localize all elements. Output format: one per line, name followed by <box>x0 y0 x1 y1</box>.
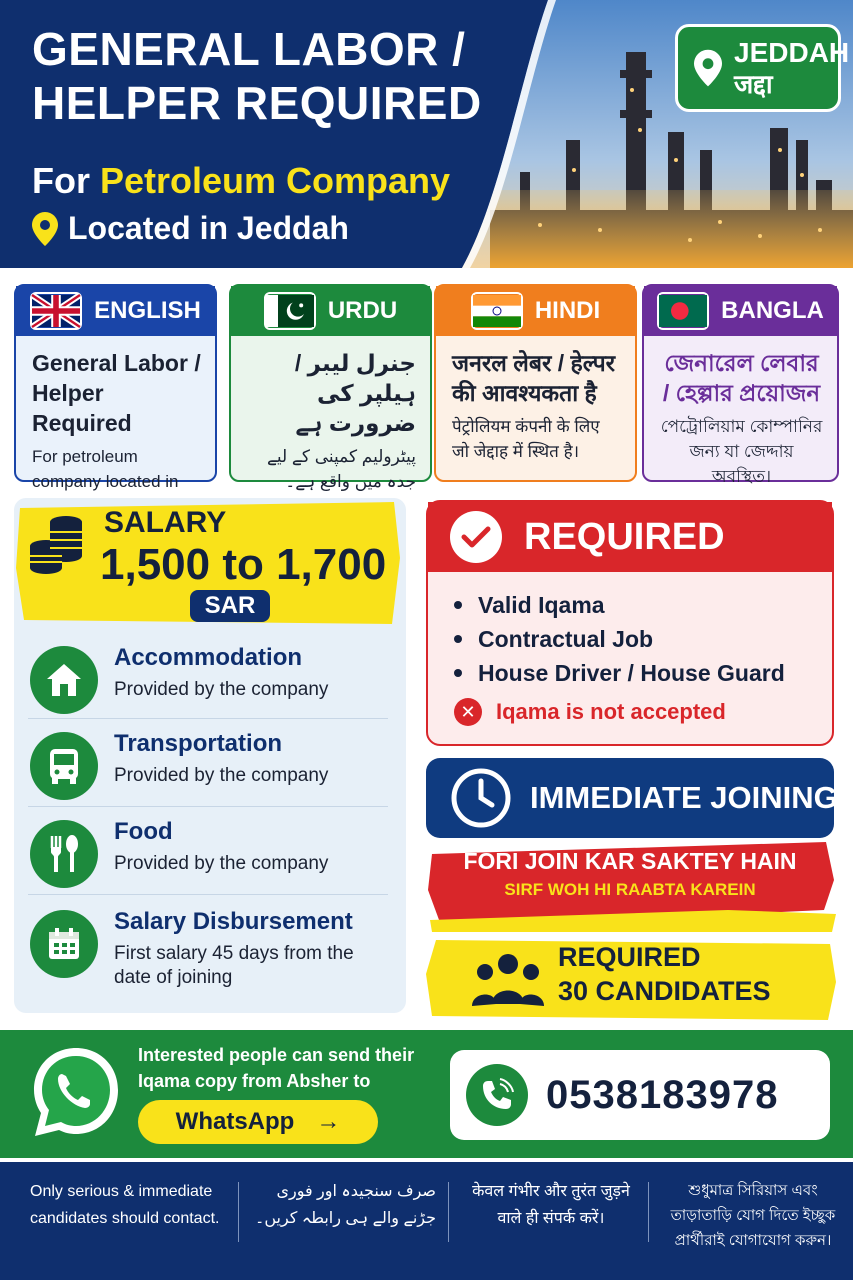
bus-icon <box>30 732 98 800</box>
india-flag-icon <box>471 292 523 330</box>
phone-number: 0538183978 <box>546 1072 779 1117</box>
requirements-card <box>426 500 834 746</box>
people-group-icon <box>472 952 544 1008</box>
divider <box>28 718 388 719</box>
requirements-header <box>428 502 832 572</box>
bullet-icon <box>454 669 462 677</box>
footer-divider <box>448 1182 449 1242</box>
lang-title: جنرل لیبر / ہیلپر کی ضرورت ہے <box>294 350 416 436</box>
bullet-icon <box>454 601 462 609</box>
candidates-label: REQUIRED <box>558 942 701 972</box>
benefit-desc: Provided by the company <box>114 765 329 786</box>
bangladesh-flag-icon <box>657 292 709 330</box>
footer-divider <box>648 1182 649 1242</box>
location-pin-icon <box>694 49 722 87</box>
join-message-line2: SIRF WOH HI RAABTA KAREIN <box>504 880 756 899</box>
whatsapp-button[interactable] <box>138 1100 378 1144</box>
salary-currency-badge: SAR <box>190 590 270 622</box>
page-title: GENERAL LABOR / HELPER REQUIRED <box>32 23 482 129</box>
checkmark-icon <box>450 511 502 563</box>
benefit-title: Accommodation <box>114 644 303 671</box>
requirements-title: REQUIRED <box>524 515 725 558</box>
close-circle-icon: ✕ <box>454 698 482 726</box>
lang-desc: For petroleum company located in <box>32 447 179 491</box>
contact-instructions: Interested people can send their Iqama copy from Absher to <box>138 1045 415 1091</box>
join-message-line1: FORI JOIN KAR SAKTEY HAIN <box>463 848 797 874</box>
requirements-list <box>428 572 832 690</box>
candidates-count: 30 CANDIDATES <box>558 976 771 1006</box>
location-line <box>32 210 349 247</box>
footer-note-ur: صرف سنجیدہ اور فوری جڑنے والے ہی رابطہ کریں۔ <box>254 1183 436 1227</box>
fork-spoon-icon <box>30 820 98 888</box>
divider <box>28 894 388 895</box>
company-subtitle: For Petroleum Company <box>32 160 451 201</box>
city-name-hi: जद्दा <box>734 69 773 99</box>
footer-divider <box>238 1182 239 1242</box>
phone-number-box[interactable] <box>450 1050 830 1140</box>
footer-note-bn: শুধুমাত্র সিরিয়াস এবং তাড়াতাড়ি যোগ দিতে ইচ্ছুক প্রার্থীরাই যোগাযোগ করুন। <box>670 1182 836 1249</box>
lang-name: URDU <box>327 297 398 324</box>
city-name-en: JEDDAH <box>734 37 850 68</box>
benefit-title: Salary Disbursement <box>114 908 353 935</box>
bullet-icon <box>454 635 462 643</box>
lang-card-hindi <box>434 284 637 482</box>
lang-title: जनरल लेबर / हेल्पर की आवश्यकता है <box>452 350 616 406</box>
salary-label: SALARY <box>104 506 227 539</box>
list-item: Contractual Job <box>454 622 832 656</box>
phone-icon <box>466 1064 528 1126</box>
benefit-item-accommodation <box>28 640 388 720</box>
list-item: Valid Iqama <box>454 588 832 622</box>
not-accepted-note: ✕ Iqama is not accepted <box>454 698 726 726</box>
lang-card-urdu <box>229 284 432 491</box>
arrow-right-icon: → <box>316 1108 341 1135</box>
lang-desc: پیٹرولیم کمپنی کے لیے جدہ میں واقع ہے۔ <box>266 447 416 491</box>
list-item: House Driver / House Guard <box>454 656 832 690</box>
lang-desc: পেট্রোলিয়াম কোম্পানির জন্য যা জেদ্দায় অবস্থিত। <box>660 417 823 486</box>
benefit-desc: Provided by the company <box>114 853 329 874</box>
company-highlight: Petroleum Company <box>100 160 451 201</box>
divider <box>28 806 388 807</box>
benefit-item-salary-disbursement <box>28 904 388 1000</box>
pakistan-flag-icon <box>264 292 316 330</box>
lang-desc: पेट्रोलियम कंपनी के लिए जो जेद्दाह में स्थित है। <box>452 417 600 461</box>
footer-note-hi: केवल गंभीर और तुरंत जुड़ने वाले ही संपर्क करें। <box>472 1183 630 1227</box>
benefit-desc: Provided by the company <box>114 679 329 700</box>
calendar-icon <box>30 910 98 978</box>
joining-title: IMMEDIATE JOINING <box>530 780 838 815</box>
city-badge <box>675 24 850 112</box>
benefit-item-food <box>28 814 388 894</box>
location-text: Located in Jeddah <box>68 210 349 246</box>
lang-title: General Labor / Helper Required <box>32 350 201 436</box>
salary-value: 1,500 to 1,700 <box>100 540 387 589</box>
whatsapp-button-label: WhatsApp <box>175 1108 295 1135</box>
uk-flag-icon <box>30 292 82 330</box>
whatsapp-icon <box>30 1044 122 1140</box>
immediate-joining-banner <box>426 758 838 838</box>
footer-note-en: Only serious & immediate candidates should contact. <box>30 1183 220 1227</box>
lang-name: ENGLISH <box>94 297 201 324</box>
benefit-title: Food <box>114 818 173 845</box>
benefit-title: Transportation <box>114 730 283 757</box>
benefit-item-transportation <box>28 726 388 806</box>
lang-card-english <box>14 284 217 491</box>
lang-name: BANGLA <box>721 297 824 324</box>
lang-title: জেনারেল লেবার / হেল্পার প্রয়োজন <box>662 350 821 406</box>
clock-icon <box>450 767 512 829</box>
lang-card-bangla <box>642 284 839 486</box>
benefit-desc: First salary 45 days from the date of joining <box>114 943 354 988</box>
coins-icon <box>28 512 88 576</box>
house-icon <box>30 646 98 714</box>
location-pin-icon <box>32 212 58 246</box>
lang-name: HINDI <box>534 297 601 324</box>
